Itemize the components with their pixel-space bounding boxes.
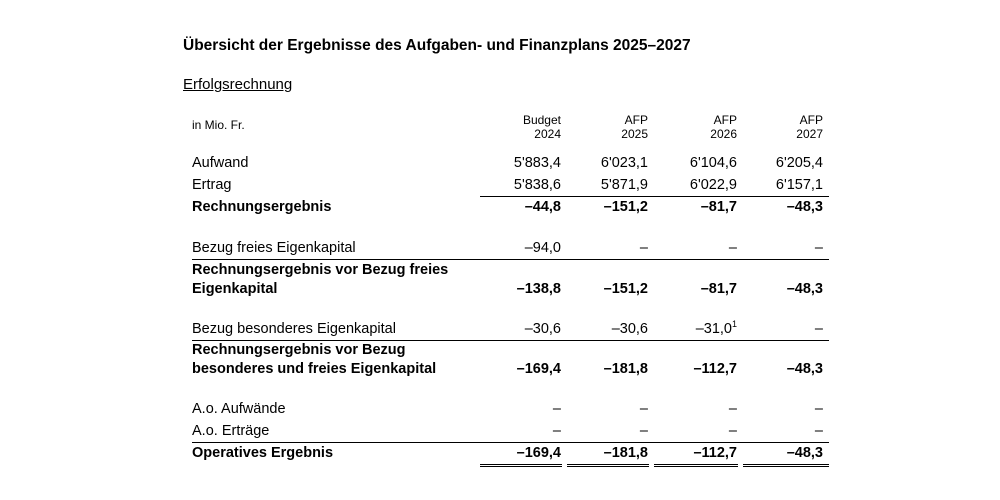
cell-afp-2026: –: [728, 240, 737, 256]
cell-afp-2025: –30,6: [611, 321, 648, 337]
column-header-afp-2025: AFP 2025: [621, 113, 648, 141]
divider-line: [192, 340, 829, 341]
cell-afp-2025: –: [639, 423, 648, 439]
unit-label: in Mio. Fr.: [192, 118, 245, 132]
row-label: Operatives Ergebnis: [192, 445, 334, 461]
cell-afp-2027: –: [814, 401, 823, 417]
divider-line: [192, 442, 829, 443]
cell-afp-2026: 6'022,9: [689, 177, 737, 193]
cell-afp-2027: –: [814, 423, 823, 439]
cell-afp-2027: 6'157,1: [775, 177, 823, 193]
cell-afp-2026: –112,7: [693, 361, 737, 377]
row-label: A.o. Aufwände: [192, 401, 286, 417]
row-label: Ertrag: [192, 177, 232, 193]
cell-afp-2026: –81,7: [700, 199, 737, 215]
cell-afp-2027: 6'205,4: [775, 155, 823, 171]
cell-afp-2026: –: [728, 423, 737, 439]
cell-budget-2024: –94,0: [524, 240, 561, 256]
cell-afp-2026: –112,7: [693, 445, 737, 461]
row-label-line2: besonderes und freies Eigenkapital: [192, 361, 437, 377]
cell-afp-2026: –: [728, 401, 737, 417]
column-header-afp-2027: AFP 2027: [796, 113, 823, 141]
row-label: Bezug besonderes Eigenkapital: [192, 321, 396, 337]
cell-budget-2024: –: [552, 401, 561, 417]
row-label-line2: Eigenkapital: [192, 281, 278, 297]
cell-afp-2027: –48,3: [786, 361, 823, 377]
cell-afp-2027: –: [814, 321, 823, 337]
row-label-line1: Rechnungsergebnis vor Bezug: [192, 342, 406, 358]
cell-afp-2027: –48,3: [786, 445, 823, 461]
cell-afp-2025: –: [639, 240, 648, 256]
cell-afp-2025: 6'023,1: [600, 155, 648, 171]
row-label: Bezug freies Eigenkapital: [192, 240, 356, 256]
cell-afp-2025: –: [639, 401, 648, 417]
double-underline: [480, 464, 562, 467]
cell-budget-2024: 5'883,4: [513, 155, 561, 171]
row-label: Aufwand: [192, 155, 249, 171]
cell-budget-2024: –169,4: [516, 445, 561, 461]
divider-line: [480, 196, 829, 197]
cell-afp-2025: –181,8: [603, 445, 648, 461]
cell-budget-2024: 5'838,6: [513, 177, 561, 193]
cell-afp-2027: –48,3: [786, 281, 823, 297]
cell-budget-2024: –138,8: [516, 281, 561, 297]
cell-afp-2027: –48,3: [786, 199, 823, 215]
cell-afp-2026: –31,0$^1$: [695, 319, 737, 337]
column-header-budget-2024: Budget 2024: [522, 113, 561, 141]
cell-afp-2026: 6'104,6: [689, 155, 737, 171]
cell-afp-2025: 5'871,9: [600, 177, 648, 193]
cell-afp-2025: –181,8: [603, 361, 648, 377]
cell-budget-2024: –169,4: [516, 361, 561, 377]
divider-line: [192, 259, 829, 260]
row-label: A.o. Erträge: [192, 423, 270, 439]
section-title: Erfolgsrechnung: [183, 76, 293, 93]
cell-afp-2026: –81,7: [700, 281, 737, 297]
double-underline: [567, 464, 649, 467]
double-underline: [743, 464, 829, 467]
cell-afp-2027: –: [814, 240, 823, 256]
row-label: Rechnungsergebnis: [192, 199, 332, 215]
double-underline: [654, 464, 738, 467]
column-header-afp-2026: AFP 2026: [710, 113, 737, 141]
cell-budget-2024: –44,8: [524, 199, 561, 215]
document-title: Übersicht der Ergebnisse des Aufgaben- und Finanzplans 2025–2027: [183, 37, 691, 54]
cell-budget-2024: –: [552, 423, 561, 439]
cell-afp-2025: –151,2: [603, 281, 648, 297]
row-label-line1: Rechnungsergebnis vor Bezug freies: [192, 262, 449, 278]
footnote-marker: 1: [731, 319, 737, 330]
cell-budget-2024: –30,6: [524, 321, 561, 337]
cell-afp-2025: –151,2: [603, 199, 648, 215]
